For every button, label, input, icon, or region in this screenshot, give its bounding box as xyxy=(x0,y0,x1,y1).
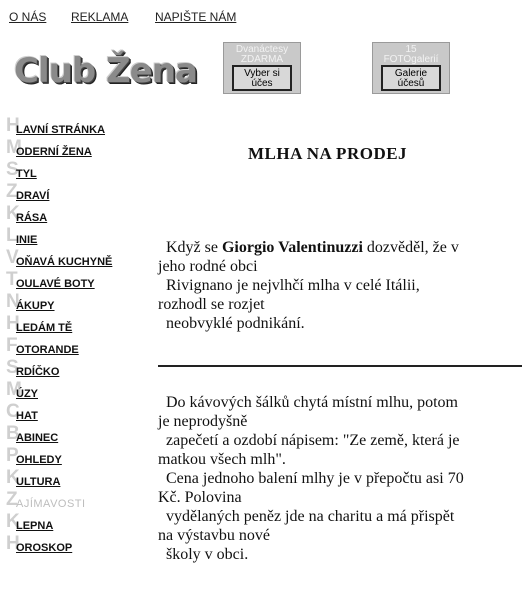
paragraph-line: Když se Giorgio Valentinuzzi dozvěděl, že v xyxy=(166,239,459,256)
paragraph-line: jeho rodné obci xyxy=(158,258,258,275)
article-title: MLHA NA PRODEJ xyxy=(248,144,408,163)
section-divider xyxy=(158,365,522,367)
nav-link-about[interactable]: O NÁS xyxy=(9,10,47,24)
nav-link-ads[interactable]: REKLAMA xyxy=(71,10,129,24)
article-paragraph-intro xyxy=(158,238,524,333)
paragraph-line: Do kávových šálků chytá místní mlhu, potom xyxy=(166,394,458,411)
promo-caption: 15 FOTOgalerií xyxy=(383,44,439,65)
paragraph-line: rozhodl se rozjet xyxy=(158,296,265,313)
paragraph-line: je neprodyšně xyxy=(158,413,248,430)
site-logo[interactable]: Club Žena xyxy=(14,51,197,91)
article-paragraph-body xyxy=(158,393,524,564)
paragraph-line: matkou všech mlh". xyxy=(158,451,286,468)
promo-gallery[interactable] xyxy=(372,42,450,94)
nav-link-contact[interactable]: NAPIŠTE NÁM xyxy=(155,10,237,24)
paragraph-line: Kč. Polovina xyxy=(158,489,242,506)
paragraph-line: neobvyklé podnikání. xyxy=(166,315,305,332)
hairstyle-gallery-button[interactable]: Galerie účesů xyxy=(381,65,441,91)
paragraph-line: zapečetí a ozdobí nápisem: "Ze země, která je xyxy=(166,432,460,449)
paragraph-line: Cena jednoho balení mlhy je v přepočtu asi 70 xyxy=(166,470,464,487)
promo-hairstyles[interactable] xyxy=(223,42,301,94)
paragraph-line: na výstavbu nové xyxy=(158,527,270,544)
promo-caption: Dvanáctesy ZDARMA xyxy=(235,44,289,65)
person-name: Giorgio Valentinuzzi xyxy=(221,239,363,256)
paragraph-line: vydělaných peněz jde na charitu a má přispět xyxy=(166,508,455,525)
choose-hairstyle-button[interactable]: Vyber si účes xyxy=(232,65,292,91)
paragraph-line: Rivignano je nejvlhčí mlha v celé Itálii, xyxy=(166,277,420,294)
paragraph-line: školy v obci. xyxy=(166,546,249,563)
